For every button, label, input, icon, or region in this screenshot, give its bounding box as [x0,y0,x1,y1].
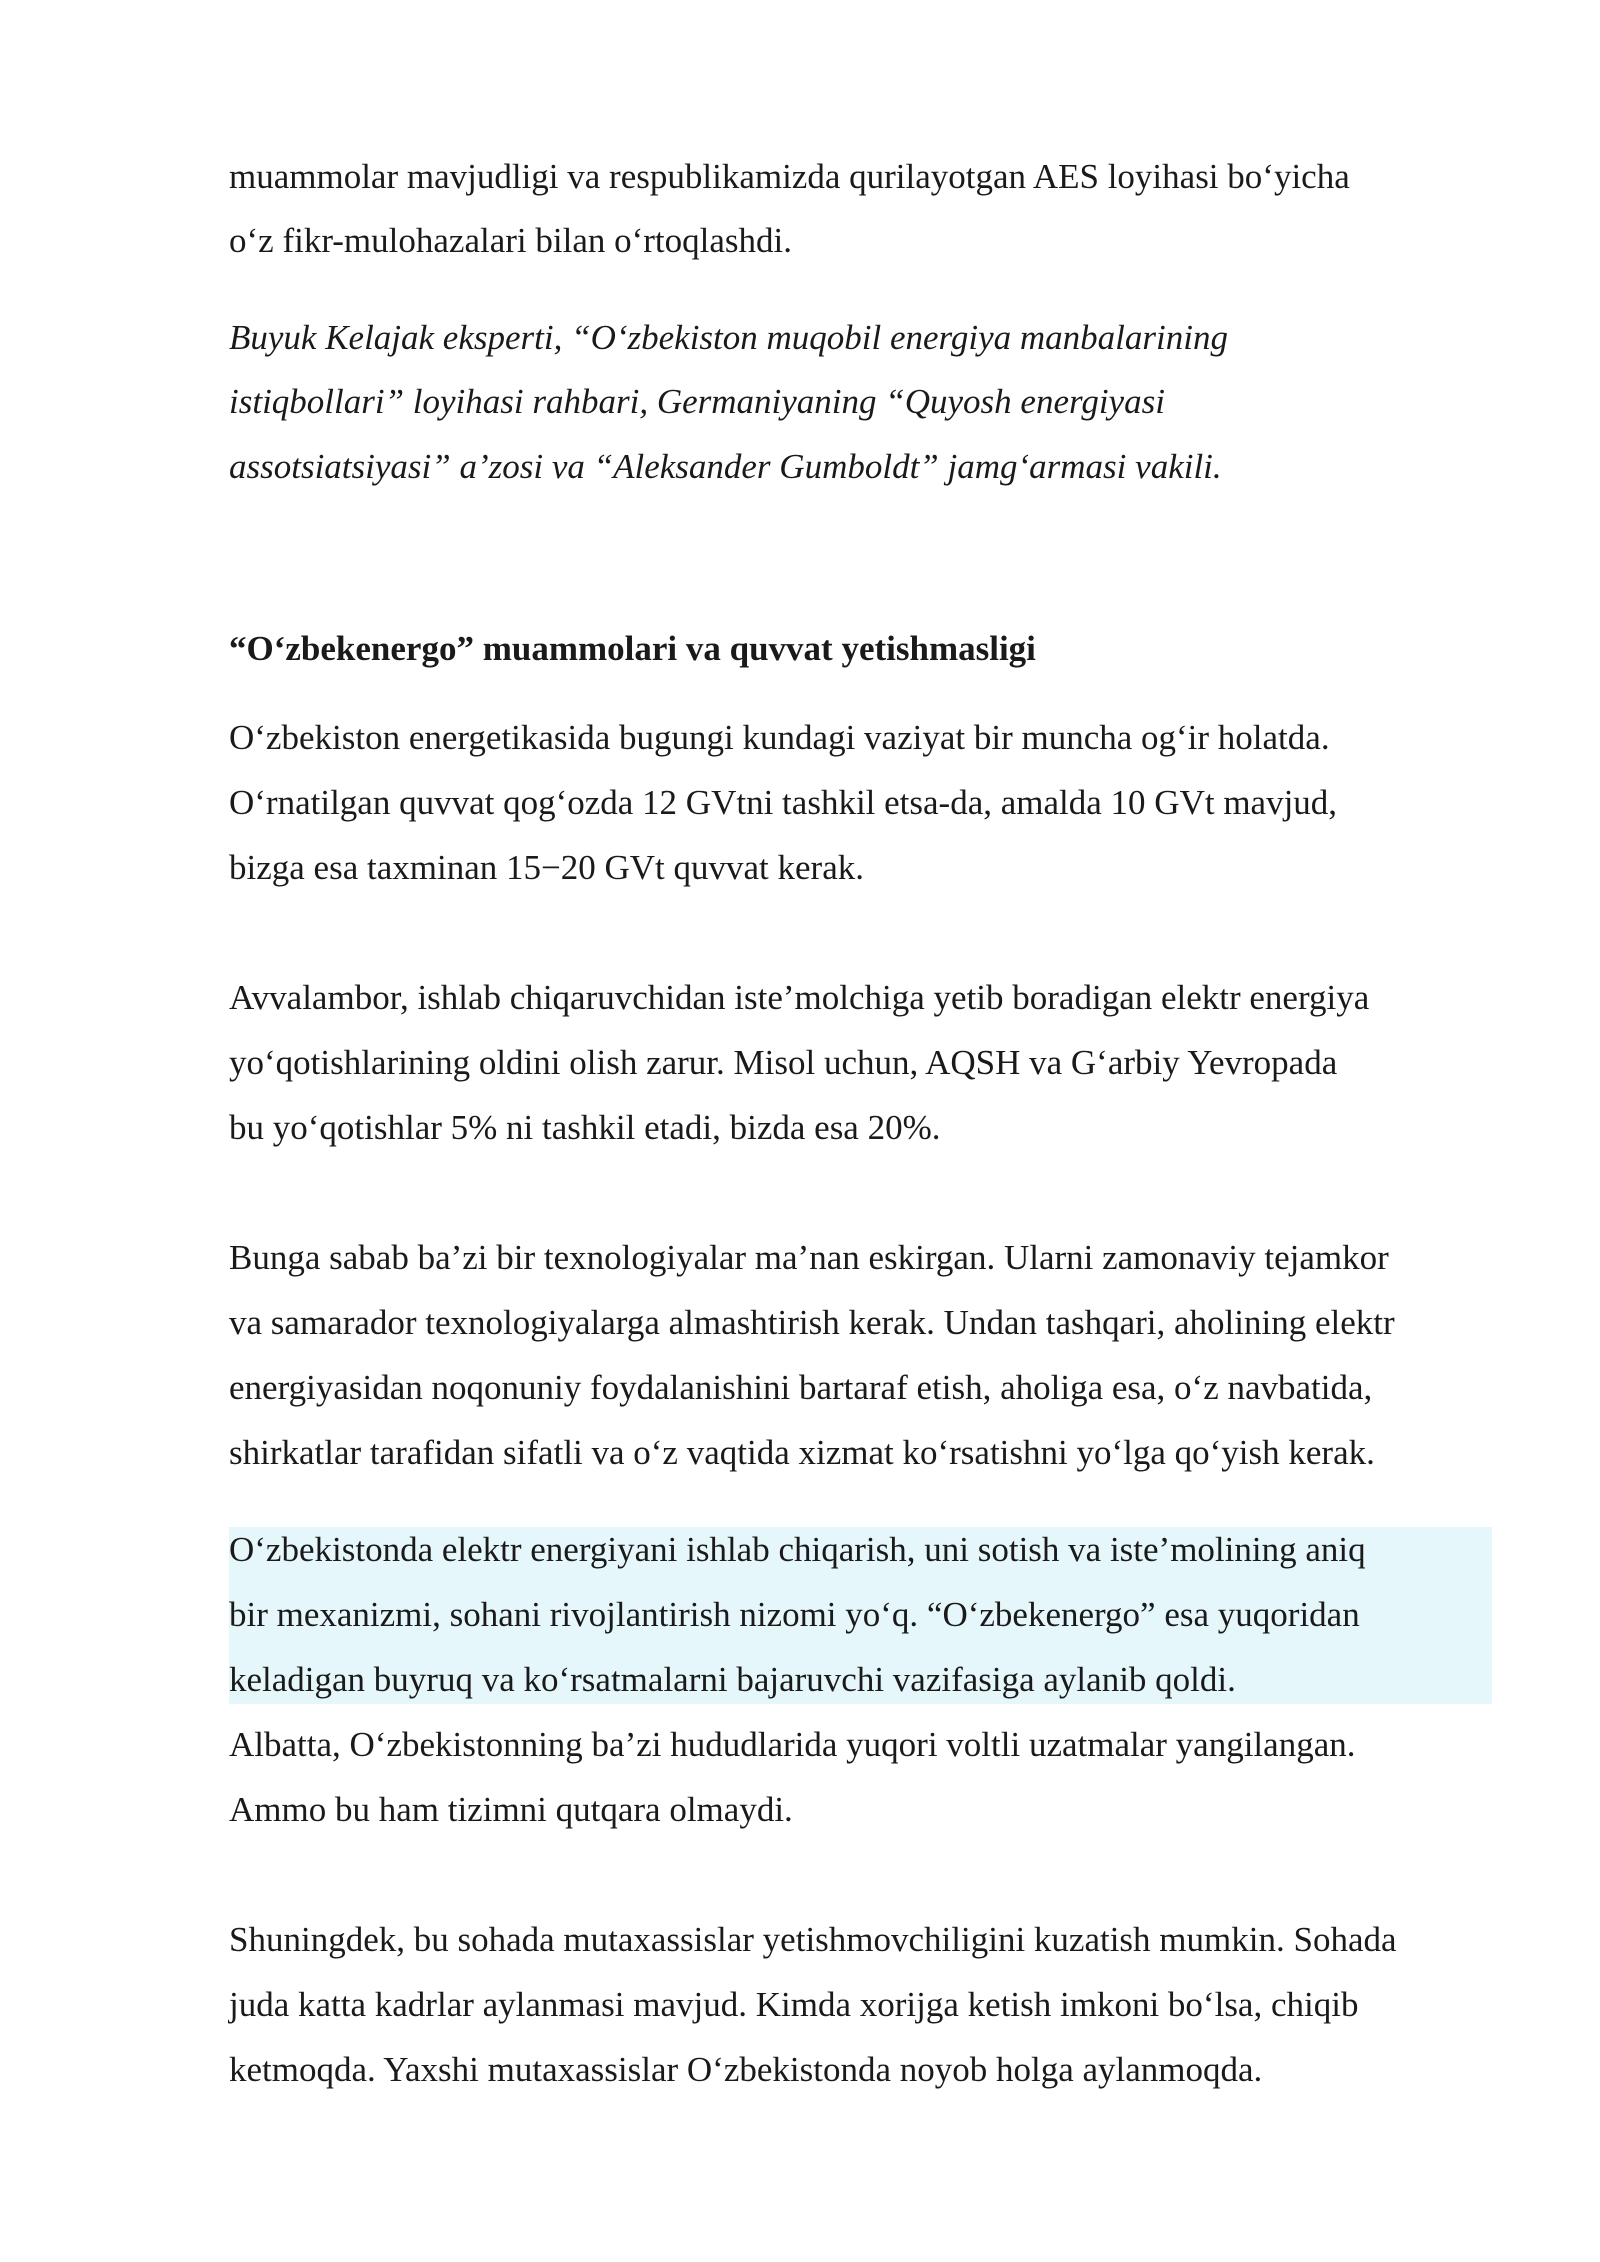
paragraph-line: energiyasidan noqonuniy foydalanishini bartaraf etish, aholiga esa, o‘z navbatida, [229,1368,1373,1407]
bio-line: istiqbollari” loyihasi rahbari, Germaniyaning “Quyosh energiyasi [229,382,1165,421]
intro-line: muammolar mavjudligi va respublikamizda qurilayotgan AES loyihasi bo‘yicha [229,157,1350,196]
bio-line: Buyuk Kelajak eksperti, “O‘zbekiston muqobil energiya manbalarining [229,318,1228,357]
paragraph-line: shirkatlar tarafidan sifatli va o‘z vaqtida xizmat ko‘rsatishni yo‘lga qo‘yish kerak. [229,1433,1375,1472]
paragraph-line: keladigan buyruq va ko‘rsatmalarni bajaruvchi vazifasiga aylanib qoldi. [229,1660,1236,1699]
section-heading: “O‘zbekenergo” muammolari va quvvat yetishmasligi [229,629,1036,668]
paragraph-line: Shuningdek, bu sohada mutaxassislar yetishmovchiligini kuzatish mumkin. Sohada [229,1920,1397,1959]
paragraph-line: Avvalambor, ishlab chiqaruvchidan iste’molchiga yetib boradigan elektr energiya [229,978,1370,1017]
paragraph-line: O‘zbekistonda elektr energiyani ishlab chiqarish, uni sotish va iste’molining aniq [229,1530,1366,1569]
paragraph-line: va samarador texnologiyalarga almashtirish kerak. Undan tashqari, aholining elektr [229,1303,1395,1342]
paragraph-line: juda katta kadrlar aylanmasi mavjud. Kimda xorijga ketish imkoni bo‘lsa, chiqib [229,1985,1359,2024]
paragraph-line: O‘zbekiston energetikasida bugungi kundagi vaziyat bir muncha og‘ir holatda. [229,718,1330,757]
paragraph-line: bir mexanizmi, sohani rivojlantirish nizomi yo‘q. “O‘zbekenergo” esa yuqoridan [229,1595,1360,1634]
paragraph-line: yo‘qotishlarining oldini olish zarur. Misol uchun, AQSH va G‘arbiy Yevropada [229,1043,1338,1082]
paragraph-line: O‘rnatilgan quvvat qog‘ozda 12 GVtni tashkil etsa-da, amalda 10 GVt mavjud, [229,783,1338,822]
bio-line: assotsiatsiyasi” a’zosi va “Aleksander Gumboldt” jamg‘armasi vakili. [229,447,1222,486]
paragraph-line: bizga esa taxminan 15−20 GVt quvvat kerak. [229,848,864,887]
paragraph-line: Bunga sabab ba’zi bir texnologiyalar ma’nan eskirgan. Ularni zamonaviy tejamkor [229,1238,1389,1277]
intro-line: o‘z fikr-mulohazalari bilan o‘rtoqlashdi. [229,221,792,260]
paragraph-line: ketmoqda. Yaxshi mutaxassislar O‘zbekistonda noyob holga aylanmoqda. [229,2050,1263,2089]
paragraph-line: Albatta, O‘zbekistonning ba’zi hududlarida yuqori voltli uzatmalar yangilangan. [229,1725,1356,1764]
paragraph-line: Ammo bu ham tizimni qutqara olmaydi. [229,1790,793,1829]
paragraph-line: bu yo‘qotishlar 5% ni tashkil etadi, bizda esa 20%. [229,1108,941,1147]
